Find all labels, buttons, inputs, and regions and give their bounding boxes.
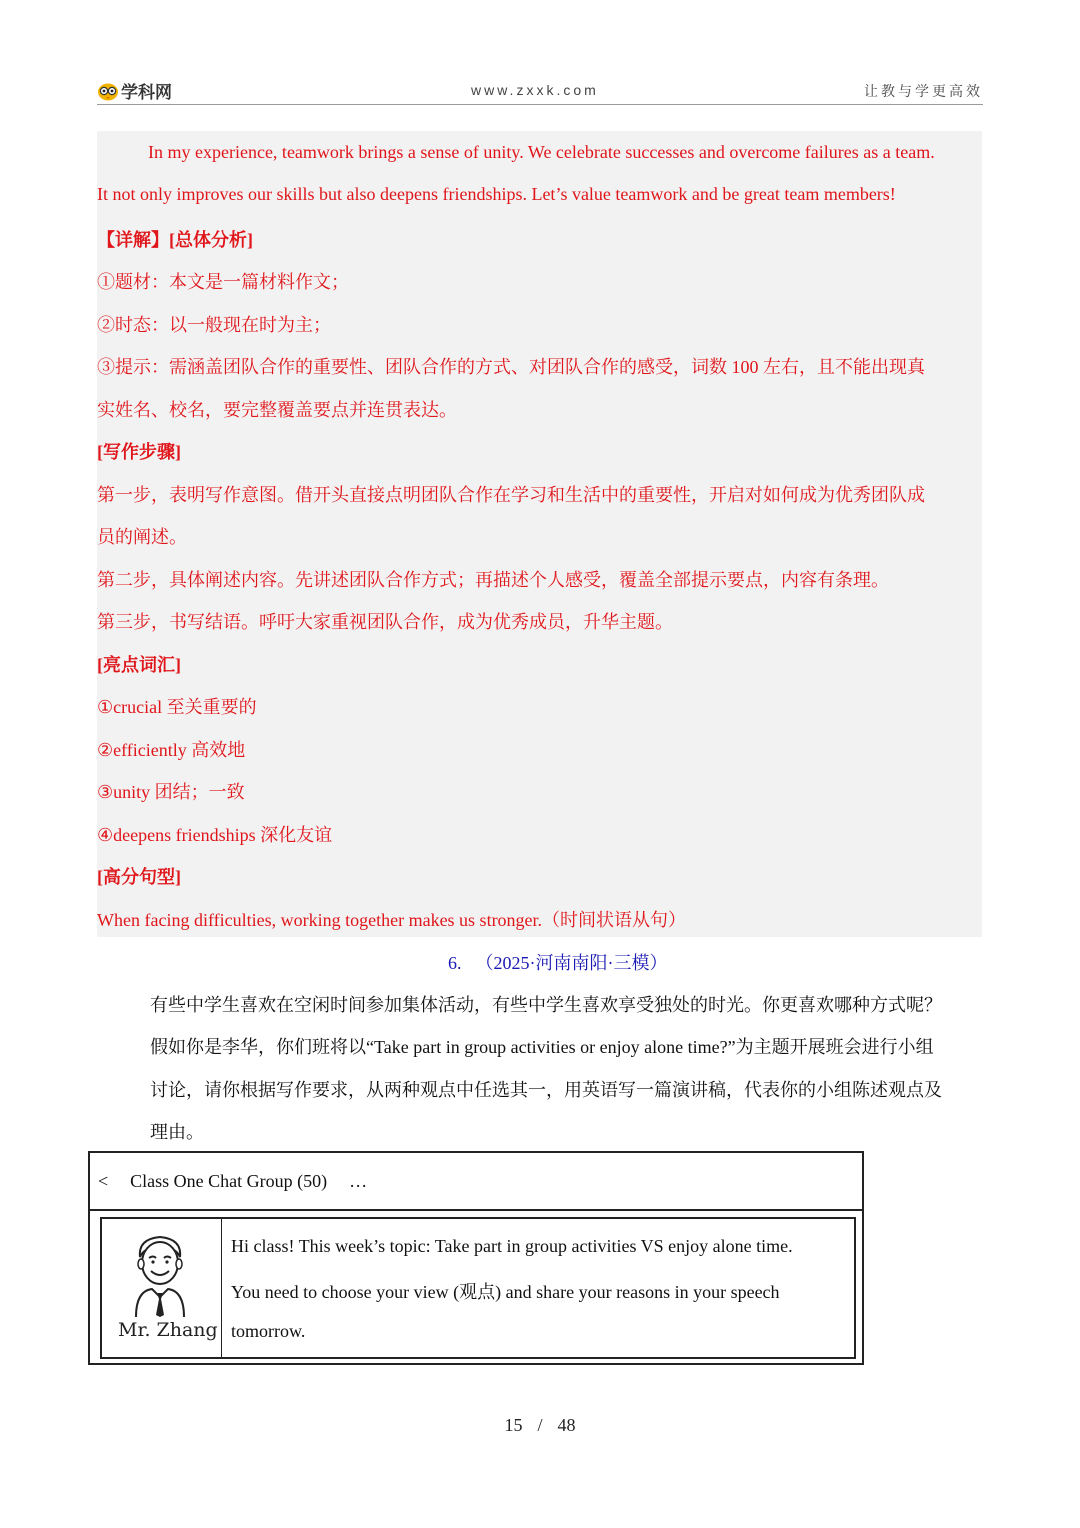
owl-logo-icon xyxy=(97,81,119,101)
step-line: 第一步，表明写作意图。借开头直接点明团队合作在学习和生活中的重要性，开启对如何成为优秀团队成 xyxy=(97,485,925,505)
logo-text: 学科网 xyxy=(121,83,172,103)
question-line: 有些中学生喜欢在空闲时间参加集体活动，有些中学生喜欢享受独处的时光。你更喜欢哪种方式呢？ xyxy=(150,995,942,1015)
vocab-item: ②efficiently 高效地 xyxy=(97,740,246,760)
message-line: tomorrow. xyxy=(231,1321,306,1341)
steps-heading: [写作步骤] xyxy=(97,442,181,462)
teacher-avatar-icon xyxy=(130,1231,190,1317)
sender-cell xyxy=(102,1219,222,1357)
logo xyxy=(97,78,172,103)
sentence-line: When facing difficulties, working together makes us stronger.（时间状语从句） xyxy=(97,910,687,930)
back-icon[interactable]: < xyxy=(98,1171,109,1191)
question-source: （2025·河南南阳·三模） xyxy=(475,953,668,973)
vocab-item: ①crucial 至关重要的 xyxy=(97,697,257,717)
step-line: 第二步，具体阐述内容。先讲述团队合作方式；再描述个人感受，覆盖全部提示要点，内容有条理。 xyxy=(97,570,889,590)
analysis-line: ②时态：以一般现在时为主； xyxy=(97,315,331,335)
essay-line: It not only improves our skills but also deepens friendships. Let’s value teamwork and be great team members! xyxy=(97,184,896,204)
chat-title: Class One Chat Group (50) xyxy=(130,1171,328,1191)
vocab-heading: [亮点词汇] xyxy=(97,655,181,675)
question-number xyxy=(448,949,668,975)
detail-heading: 【详解】[总体分析] xyxy=(97,230,253,250)
answer-panel xyxy=(97,131,982,937)
more-icon[interactable]: … xyxy=(349,1171,368,1191)
step-line: 第三步，书写结语。呼吁大家重视团队合作，成为优秀成员，升华主题。 xyxy=(97,612,673,632)
message-line: You need to choose your view (观点) and share your reasons in your speech xyxy=(231,1282,780,1302)
page-number xyxy=(0,1415,1080,1436)
sentence-heading: [高分句型] xyxy=(97,867,181,887)
page-separator: / xyxy=(537,1415,543,1435)
analysis-line: ①题材：本文是一篇材料作文； xyxy=(97,272,349,292)
analysis-line: 实姓名、校名，要完整覆盖要点并连贯表达。 xyxy=(97,400,457,420)
essay-line: In my experience, teamwork brings a sense of unity. We celebrate successes and overcome failures as a team. xyxy=(148,142,935,162)
question-line: 理由。 xyxy=(150,1122,204,1142)
chat-message xyxy=(100,1217,856,1359)
vocab-item: ③unity 团结；一致 xyxy=(97,782,245,802)
total-pages: 48 xyxy=(557,1415,576,1435)
chat-header xyxy=(98,1171,367,1192)
site-url[interactable]: www.zxxk.com xyxy=(471,82,599,98)
question-line: 假如你是李华，你们班将以“Take part in group activities or enjoy alone time?”为主题开展班会进行小组 xyxy=(150,1037,934,1057)
question-line: 讨论，请你根据写作要求，从两种观点中任选其一，用英语写一篇演讲稿，代表你的小组陈述观点及 xyxy=(150,1080,942,1100)
page-header xyxy=(97,78,983,105)
chat-divider xyxy=(90,1209,862,1211)
message-line: Hi class! This week’s topic: Take part in group activities VS enjoy alone time. xyxy=(231,1236,793,1256)
sender-name: Mr. Zhang xyxy=(118,1319,218,1341)
current-page: 15 xyxy=(504,1415,523,1435)
chat-window xyxy=(88,1151,864,1365)
slogan: 让教与学更高效 xyxy=(864,84,983,100)
question-number-label: 6. xyxy=(448,953,462,973)
vocab-item: ④deepens friendships 深化友谊 xyxy=(97,825,333,845)
step-line: 员的阐述。 xyxy=(97,527,187,547)
analysis-line: ③提示：需涵盖团队合作的重要性、团队合作的方式、对团队合作的感受，词数 100 左右，且不能出现真 xyxy=(97,357,925,377)
